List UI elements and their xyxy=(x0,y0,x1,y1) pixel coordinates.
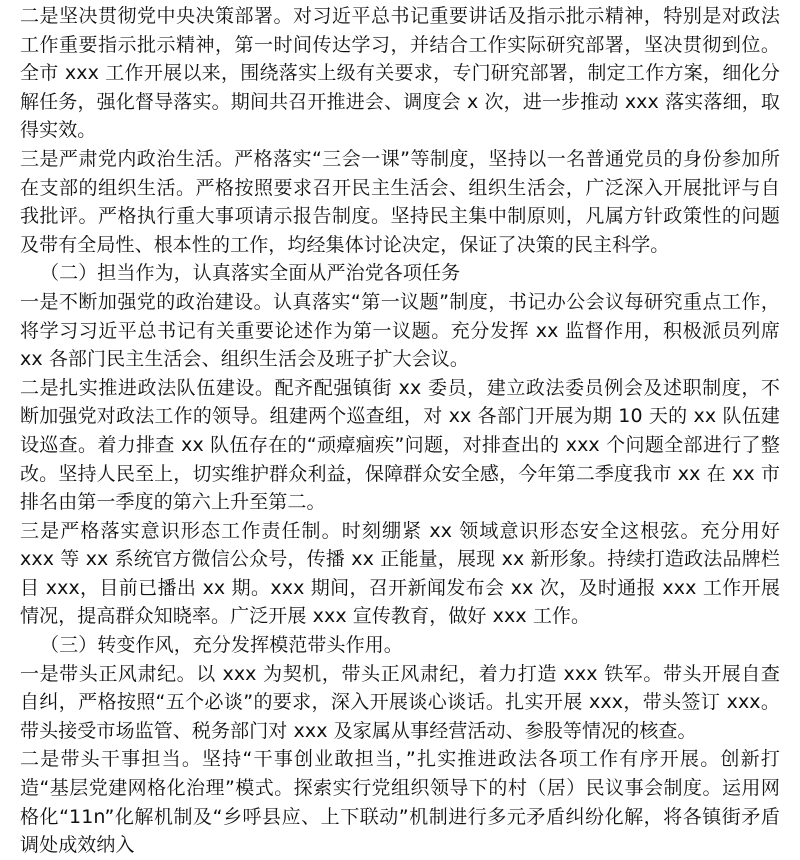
paragraph-party-political-life: 三是严肃党内政治生活。严格落实“三会一课”等制度，坚持以一名普通党员的身份参加所在支部的组织生活。严格按照要求召开民主生活会、组织生活会，广泛深入开展批评与自我批评。严格执行重大事项请示报告制度。坚持民主集中制原则，凡属方针政策性的问题及带有全局性、根本性的工作，均经集体讨论决定，保证了决策的民主科学。 xyxy=(20,147,780,256)
paragraph-political-construction: 一是不断加强党的政治建设。认真落实“第一议题”制度，书记办公会议每研究重点工作，将学习习近平总书记有关重要论述作为第一议题。充分发挥 xx 监督作用，积极派员列席 xx 各部门民主生活会、组织生活会及班子扩大会议。 xyxy=(20,290,780,371)
section-heading-responsibility: （二）担当作为，认真落实全面从严治党各项任务 xyxy=(40,262,461,285)
paragraph-ideology-responsibility: 三是严格落实意识形态工作责任制。时刻绷紧 xx 领域意识形态安全这根弦。充分用好 xxx 等 xx 系统官方微信公众号，传播 xx 正能量，展现 xx 新形象。持续打造政法品牌栏目 xxx，目前已播出 xx 期。xxx 期间，召开新闻发布会 xx 次，及时通报 xxx 工作开展情况，提高群众知晓率。广泛开展 xxx 宣传教育，做好 xxx 工作。 xyxy=(20,519,780,628)
paragraph-taking-responsibility: 二是带头干事担当。坚持“干事创业敢担当，”扎实推进政法各项工作有序开展。创新打造“基层党建网格化治理”模式。探索实行党组织领导下的村（居）民议事会制度。运用网格化“11n”化解机制及“乡呼县应、上下联动”机制进行多元矛盾纠纷化解，将各镇街矛盾调处成效纳入 xyxy=(20,748,780,857)
section-heading-work-style: （三）转变作风，充分发挥模范带头作用。 xyxy=(40,634,403,657)
paragraph-party-central-decisions: 二是坚决贯彻党中央决策部署。对习近平总书记重要讲话及指示批示精神，特别是对政法工作重要指示批示精神，第一时间传达学习，并结合工作实际研究部署，坚决贯彻到位。全市 xxx 工作开展以来，围绕落实上级有关要求，专门研究部署，制定工作方案，细化分解任务，强化督导落实。期间共召开推进会、调度会 x 次，进一步推动 xxx 落实落细，取得实效。 xyxy=(20,5,780,142)
paragraph-team-building: 二是扎实推进政法队伍建设。配齐配强镇街 xx 委员，建立政法委员例会及述职制度，不断加强党对政法工作的领导。组建两个巡查组，对 xx 各部门开展为期 10 天的 xx 队伍建设巡查。着力排查 xx 队伍存在的“顽瘴痼疾”问题，对排查出的 xxx 个问题全部进行了整改。坚持人民至上，切实维护群众利益，保障群众安全感，今年第二季度我市 xx 在 xx 市排名由第一季度的第六上升至第二。 xyxy=(20,376,780,514)
paragraph-discipline: 一是带头正风肃纪。以 xxx 为契机，带头正风肃纪，着力打造 xxx 铁军。带头开展自查自纠，严格按照“五个必谈”的要求，深入开展谈心谈话。扎实开展 xxx，带头签订 xxx。带头接受市场监管、税务部门对 xxx 及家属从事经营活动、参股等情况的核查。 xyxy=(20,662,780,742)
